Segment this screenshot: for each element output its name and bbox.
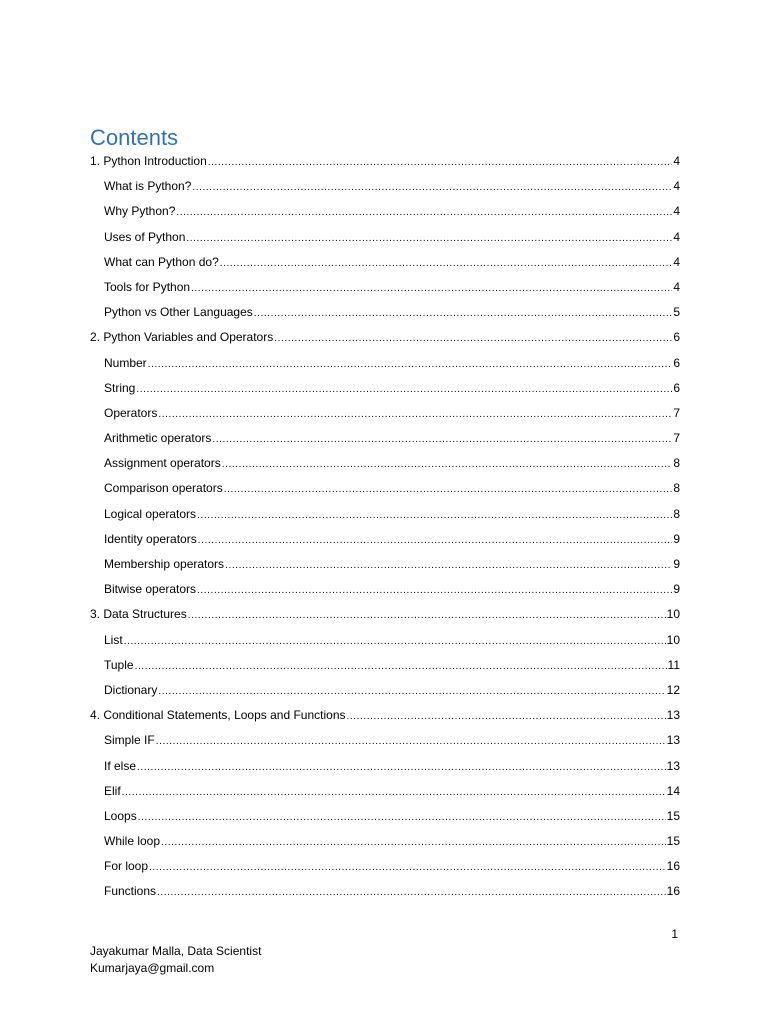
toc-entry-page: 5 (673, 305, 680, 320)
toc-entry[interactable] (90, 577, 680, 602)
toc-entry-page: 16 (666, 859, 680, 874)
toc-dot-leader (224, 477, 673, 502)
toc-dot-leader (156, 729, 666, 754)
toc-dot-leader (176, 200, 672, 225)
toc-entry-page: 8 (673, 506, 680, 521)
toc-entry[interactable] (90, 351, 680, 376)
toc-dot-leader (192, 175, 672, 200)
toc-entry-page: 9 (673, 531, 680, 546)
toc-dot-leader (157, 880, 666, 905)
toc-entry-page: 10 (666, 607, 680, 622)
toc-entry-page: 16 (666, 884, 680, 899)
toc-entry[interactable] (90, 502, 680, 527)
toc-entry[interactable] (90, 174, 680, 199)
toc-entry-label: Membership operators (104, 557, 225, 571)
toc-entry[interactable] (90, 250, 680, 275)
toc-entry-page: 14 (666, 783, 680, 798)
toc-entry-label: Python vs Other Languages (104, 305, 253, 320)
toc-entry-label: Tools for Python (104, 279, 191, 294)
toc-entry[interactable] (90, 401, 680, 426)
toc-dot-leader (197, 578, 672, 603)
toc-entry-page: 8 (673, 456, 680, 471)
toc-dot-leader (220, 251, 673, 276)
toc-entry-page: 13 (666, 733, 680, 748)
footer-author: Jayakumar Malla, Data Scientist (90, 944, 262, 958)
toc-entry-page: 13 (666, 758, 680, 773)
toc-entry-page: 6 (673, 380, 680, 395)
toc-entry-page: 6 (673, 355, 680, 370)
toc-dot-leader (122, 780, 666, 805)
toc-entry-label: 4. Conditional Statements, Loops and Functions (90, 708, 346, 723)
toc-entry-page: 4 (673, 254, 680, 269)
toc-entry-page: 4 (673, 279, 680, 294)
toc-entry-page: 4 (673, 204, 680, 219)
toc-entry-page: 8 (673, 481, 680, 496)
toc-entry-label: While loop (104, 834, 161, 849)
toc-dot-leader (274, 326, 672, 351)
toc-entry-page: 6 (673, 330, 680, 345)
toc-entry-label: 3. Data Structures (90, 607, 187, 622)
toc-dot-leader (198, 528, 673, 553)
toc-entry-label: What can Python do? (104, 254, 219, 269)
toc-dot-leader (208, 150, 673, 175)
toc-entry[interactable] (90, 199, 680, 224)
toc-entry-label: Elif (104, 783, 121, 798)
toc-entry-label: Logical operators (104, 506, 197, 521)
toc-entry-page: 4 (673, 179, 680, 194)
toc-entry[interactable] (90, 879, 680, 904)
toc-dot-leader (186, 226, 672, 251)
toc-entry-label: Identity operators (104, 531, 197, 546)
toc-entry[interactable] (90, 552, 680, 577)
toc-entry-label: Assignment operators (104, 456, 221, 471)
toc-dot-leader (135, 654, 667, 679)
toc-entry-page: 10 (666, 632, 680, 647)
toc-dot-leader (158, 679, 665, 704)
toc-entry-label: List (104, 632, 123, 647)
toc-entry-label: Number (104, 355, 147, 370)
toc-entry[interactable] (90, 628, 680, 653)
toc-heading: Contents (90, 125, 179, 150)
toc-entry[interactable] (90, 451, 680, 476)
toc-entry-label: Comparison operators (104, 481, 223, 496)
toc-entry-page: 13 (666, 708, 680, 723)
toc-entry[interactable] (90, 754, 680, 779)
page-number: 1 (671, 927, 678, 941)
toc-dot-leader (347, 704, 666, 729)
toc-entry[interactable] (90, 602, 680, 627)
toc-entry[interactable] (90, 225, 680, 250)
toc-dot-leader (158, 402, 672, 427)
toc-entry-page: 4 (673, 154, 680, 168)
toc-entry[interactable] (90, 376, 680, 401)
toc-entry-label: Uses of Python (104, 229, 186, 244)
toc-dot-leader (225, 553, 672, 578)
toc-entry-page: 9 (673, 582, 680, 597)
toc-entry-page: 7 (673, 431, 680, 446)
toc-dot-leader (149, 855, 666, 880)
toc-entry[interactable] (90, 653, 680, 678)
toc-dot-leader (222, 452, 673, 477)
table-of-contents (90, 149, 680, 905)
toc-entry-label: Arithmetic operators (104, 431, 212, 446)
toc-entry[interactable] (90, 779, 680, 804)
toc-entry-page: 7 (673, 405, 680, 420)
toc-entry-label: Functions (104, 884, 157, 899)
toc-entry-label: If else (104, 758, 137, 773)
toc-dot-leader (138, 805, 666, 830)
toc-entry-page: 15 (666, 834, 680, 849)
toc-entry[interactable] (90, 325, 680, 350)
toc-dot-leader (136, 377, 672, 402)
toc-entry[interactable] (90, 703, 680, 728)
toc-dot-leader (197, 503, 672, 528)
toc-dot-leader (161, 830, 666, 855)
toc-entry[interactable] (90, 426, 680, 451)
toc-dot-leader (212, 427, 672, 452)
toc-entry[interactable] (90, 300, 680, 325)
toc-entry-label: Operators (104, 405, 158, 420)
toc-entry-label: Simple IF (104, 733, 155, 748)
toc-dot-leader (148, 352, 673, 377)
toc-entry-label: What is Python? (104, 179, 192, 194)
toc-entry[interactable] (90, 476, 680, 501)
toc-entry[interactable] (90, 829, 680, 854)
toc-entry-label: Dictionary (104, 682, 158, 697)
toc-entry-label: 2. Python Variables and Operators (90, 330, 274, 345)
toc-entry-label: Tuple (104, 657, 134, 672)
toc-entry-label: 1. Python Introduction (90, 154, 207, 168)
toc-dot-leader (137, 755, 666, 780)
toc-entry-label: Bitwise operators (104, 582, 197, 597)
toc-entry-label: Why Python? (104, 204, 176, 219)
toc-dot-leader (188, 603, 666, 628)
toc-entry[interactable] (90, 149, 680, 174)
toc-entry-label: Loops (104, 808, 137, 823)
toc-entry-page: 12 (666, 682, 680, 697)
toc-entry[interactable] (90, 804, 680, 829)
toc-entry-label: For loop (104, 859, 149, 874)
toc-entry-page: 4 (673, 229, 680, 244)
toc-entry-page: 11 (667, 657, 680, 672)
toc-entry-page: 9 (673, 557, 680, 571)
toc-entry[interactable] (90, 678, 680, 703)
toc-entry[interactable] (90, 854, 680, 879)
footer (90, 943, 261, 977)
toc-dot-leader (124, 629, 666, 654)
toc-entry[interactable] (90, 527, 680, 552)
footer-email: Kumarjaya@gmail.com (90, 961, 215, 975)
toc-entry[interactable] (90, 275, 680, 300)
toc-entry[interactable] (90, 728, 680, 753)
toc-entry-label: String (104, 380, 136, 395)
toc-dot-leader (191, 276, 672, 301)
toc-dot-leader (254, 301, 673, 326)
toc-entry-page: 15 (666, 808, 680, 823)
